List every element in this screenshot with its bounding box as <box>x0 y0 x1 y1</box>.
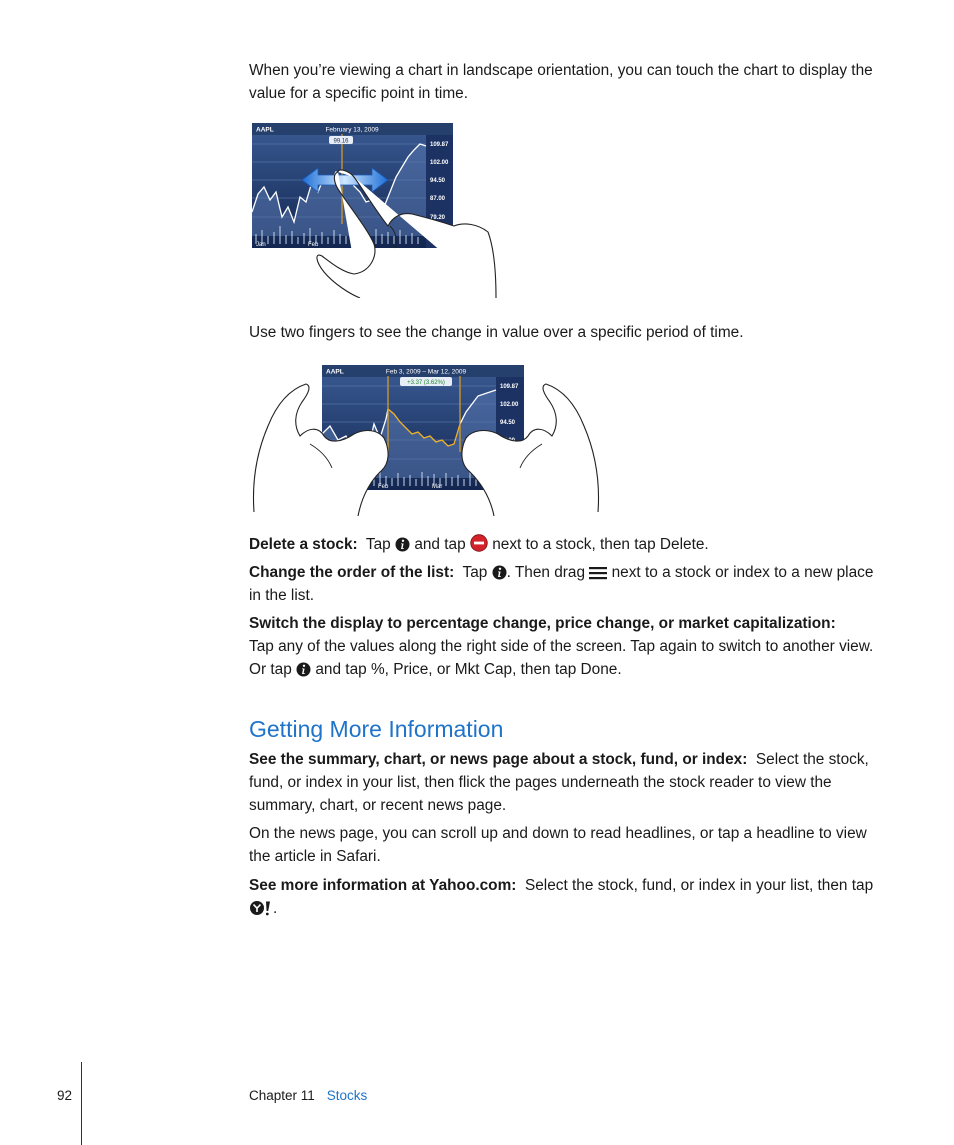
footer-divider <box>81 1062 82 1145</box>
switch-text-2: and tap %, Price, or Mkt Cap, then tap Done. <box>315 661 622 678</box>
delete-text-2: and tap <box>414 536 466 553</box>
footer-chapter <box>249 1088 367 1103</box>
figure2-month-2: Mar <box>432 484 443 490</box>
figure2-change-label: +3.37 (3.62%) <box>407 380 445 386</box>
summary-text: Select the stock, fund, or index in your list, then flick the pages underneath the stock reader to view the summary, chart, or recent news page. <box>249 751 869 814</box>
figure-single-touch-chart <box>250 122 500 298</box>
delete-stock-label: Delete a stock: <box>249 536 358 553</box>
delete-text-1: Tap <box>365 536 391 553</box>
figure1-tick-3: 87.00 <box>430 196 446 202</box>
figure1-tick-2: 94.50 <box>430 178 446 184</box>
switch-display-paragraph <box>249 612 879 681</box>
yahoo-icon <box>249 900 273 916</box>
page-number: 92 <box>57 1088 73 1103</box>
intro-paragraph-1: When you’re viewing a chart in landscape orientation, you can touch the chart to display the value for a specific point in time. <box>249 62 873 102</box>
figure2-month-1: Feb <box>378 484 389 490</box>
delete-text-3: next to a stock, then tap Delete. <box>492 536 709 553</box>
chapter-label: Chapter 11 <box>249 1088 315 1103</box>
figure1-date: February 13, 2009 <box>325 126 379 134</box>
info-icon <box>492 565 507 580</box>
figure2-tick-1: 102.00 <box>500 402 519 408</box>
delete-stock-paragraph <box>249 533 879 556</box>
figure2-symbol: AAPL <box>326 368 344 376</box>
switch-text-1: Tap any of the values along the right side of the screen. Tap again to switch to another view. Or tap <box>249 638 874 678</box>
figure2-range: Feb 3, 2009 – Mar 12, 2009 <box>385 368 467 376</box>
summary-label: See the summary, chart, or news page about a stock, fund, or index: <box>249 751 748 768</box>
reorder-handle-icon <box>589 566 607 580</box>
order-text-1: Tap <box>462 564 488 581</box>
section-heading: Getting More Information <box>249 716 504 742</box>
figure1-month-1: Feb <box>308 242 319 248</box>
figure1-tick-0: 109.87 <box>430 142 449 148</box>
figure2-tick-0: 109.87 <box>500 384 519 390</box>
yahoo-label: See more information at Yahoo.com: <box>249 877 517 894</box>
delete-minus-icon <box>470 534 488 552</box>
figure1-tick-1: 102.00 <box>430 160 449 166</box>
intro-paragraph-2: Use two fingers to see the change in value over a specific period of time. <box>249 324 744 341</box>
figure2-tick-2: 94.50 <box>500 420 516 426</box>
yahoo-paragraph <box>249 874 879 920</box>
summary-paragraph <box>249 748 879 817</box>
change-order-paragraph <box>249 561 879 607</box>
change-order-label: Change the order of the list: <box>249 564 455 581</box>
figure-two-finger-chart <box>250 364 602 516</box>
figure1-symbol: AAPL <box>256 126 274 134</box>
news-paragraph: On the news page, you can scroll up and down to read headlines, or tap a headline to view the article in Safari. <box>249 825 867 865</box>
yahoo-text-end: . <box>273 900 278 917</box>
yahoo-text: Select the stock, fund, or index in your list, then tap <box>524 877 874 894</box>
switch-display-label: Switch the display to percentage change, price change, or market capitalization: <box>249 615 836 632</box>
order-text-3: next to a stock or index to a new place in the list. <box>249 564 874 604</box>
order-text-2: . Then drag <box>506 564 586 581</box>
figure1-tick-4: 79.20 <box>430 215 446 221</box>
figure1-month-0: Jan <box>256 242 266 248</box>
section-link[interactable]: Stocks <box>326 1088 368 1103</box>
info-icon <box>395 537 410 552</box>
figure1-value-label: 99.16 <box>333 138 349 145</box>
info-icon <box>296 662 311 677</box>
